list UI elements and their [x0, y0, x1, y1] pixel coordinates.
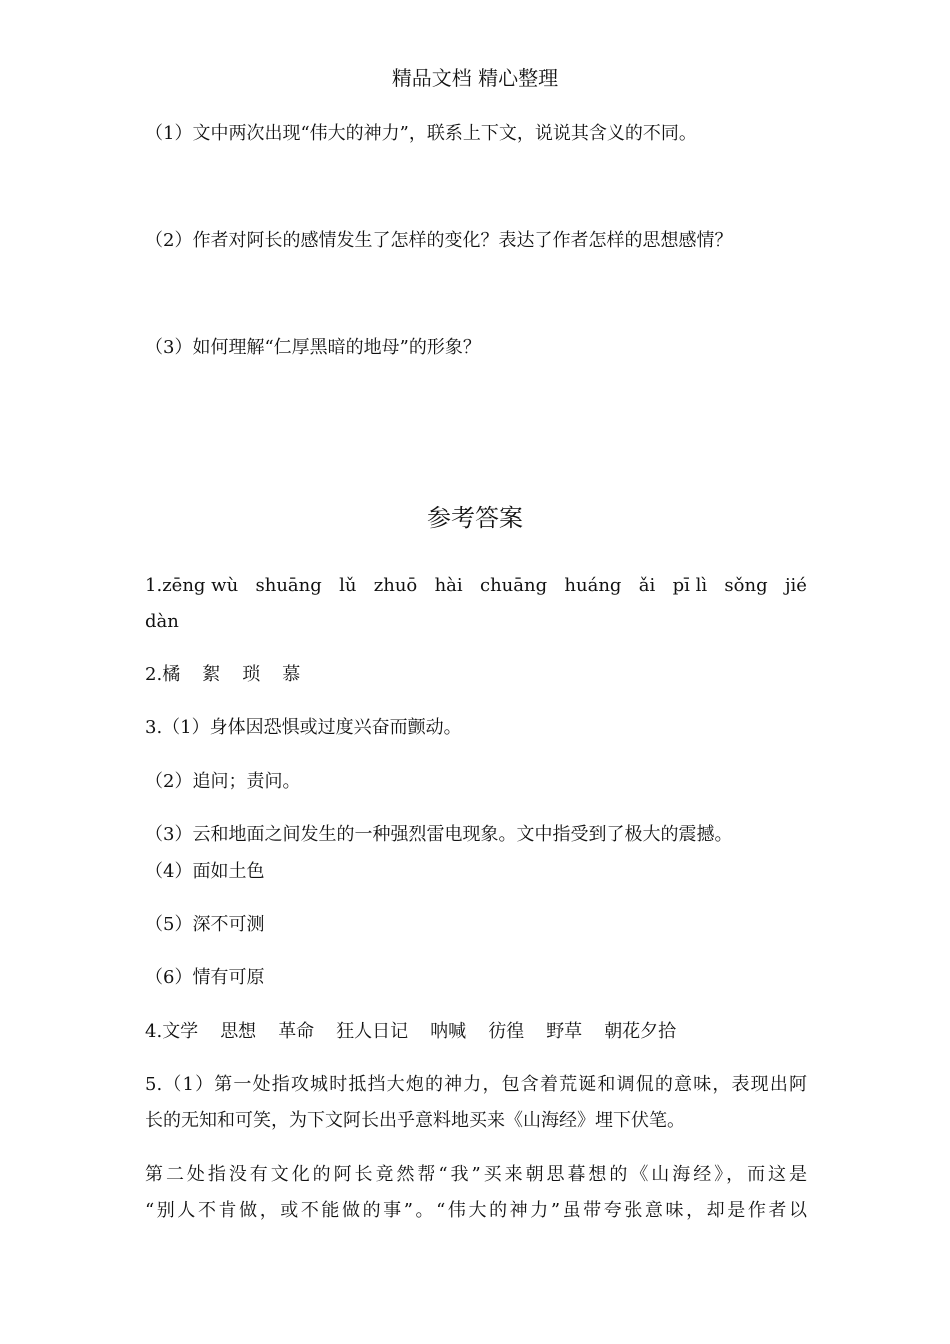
pinyin-item: lǔ — [339, 575, 357, 596]
answer-2 — [145, 663, 322, 687]
answer-5-line: “别人不肯做，或不能做的事”。“伟大的神力”虽带夸张意味，却是作者以 — [145, 1200, 807, 1221]
question-2: （2）作者对阿长的感情发生了怎样的变化？表达了作者怎样的思想感情？ — [145, 230, 733, 251]
answer-2-char: 琐 — [242, 664, 261, 685]
pinyin-item: ǎi — [638, 575, 656, 596]
answer-3-line: （3）云和地面之间发生的一种强烈雷电现象。文中指受到了极大的震撼。 — [145, 824, 733, 845]
page-header: 精品文档 精心整理 — [391, 66, 559, 90]
question-1: （1）文中两次出现“伟大的神力”，联系上下文，说说其含义的不同。 — [145, 123, 697, 144]
pinyin-item: jié — [784, 575, 807, 596]
answer-1-pinyin — [145, 574, 807, 598]
answer-3-line: （4）面如土色 — [145, 861, 265, 882]
answer-4 — [145, 1020, 698, 1044]
answer-4-word: 野草 — [546, 1021, 583, 1042]
answer-4-word: 朝花夕拾 — [604, 1021, 677, 1042]
answer-4-word: 呐喊 — [430, 1021, 467, 1042]
answer-2-char: 絮 — [202, 664, 221, 685]
answer-4-word: 彷徨 — [488, 1021, 525, 1042]
answer-4-word: 狂人日记 — [336, 1021, 409, 1042]
pinyin-item: hài — [434, 575, 463, 596]
pinyin-item: shuāng — [255, 575, 322, 596]
answer-5-line: 第二处指没有文化的阿长竟然帮“我”买来朝思暮想的《山海经》，而这是 — [145, 1164, 807, 1185]
answer-2-number: 2. — [145, 664, 163, 685]
answer-2-char: 橘 — [162, 664, 181, 685]
question-3: （3）如何理解“仁厚黑暗的地母”的形象？ — [145, 337, 481, 358]
answer-3-line: 3.（1）身体因恐惧或过度兴奋而颤动。 — [145, 717, 462, 738]
pinyin-item: sǒng — [724, 575, 768, 596]
pinyin-item: zhuō — [373, 575, 418, 596]
answer-2-char: 慕 — [282, 664, 301, 685]
answers-title: 参考答案 — [427, 504, 523, 532]
answer-5-line: 长的无知和可笑，为下文阿长出乎意料地买来《山海经》埋下伏笔。 — [145, 1110, 685, 1131]
answer-3-line: （5）深不可测 — [145, 914, 265, 935]
pinyin-item: huáng — [564, 575, 622, 596]
answer-1-continued: dàn — [145, 611, 179, 632]
answer-4-number: 4. — [145, 1021, 163, 1042]
answer-4-word: 革命 — [278, 1021, 315, 1042]
pinyin-item: pī lì — [672, 575, 708, 596]
answer-5-line: 5.（1）第一处指攻城时抵挡大炮的神力，包含着荒诞和调侃的意味，表现出阿 — [145, 1074, 807, 1095]
answer-3-line: （2）追问；责问。 — [145, 771, 301, 792]
answer-3-line: （6）情有可原 — [145, 967, 265, 988]
answer-4-word: 文学 — [162, 1021, 199, 1042]
pinyin-item: 1.zēng wù — [145, 575, 239, 596]
answer-4-word: 思想 — [220, 1021, 257, 1042]
pinyin-item: chuāng — [479, 575, 548, 596]
